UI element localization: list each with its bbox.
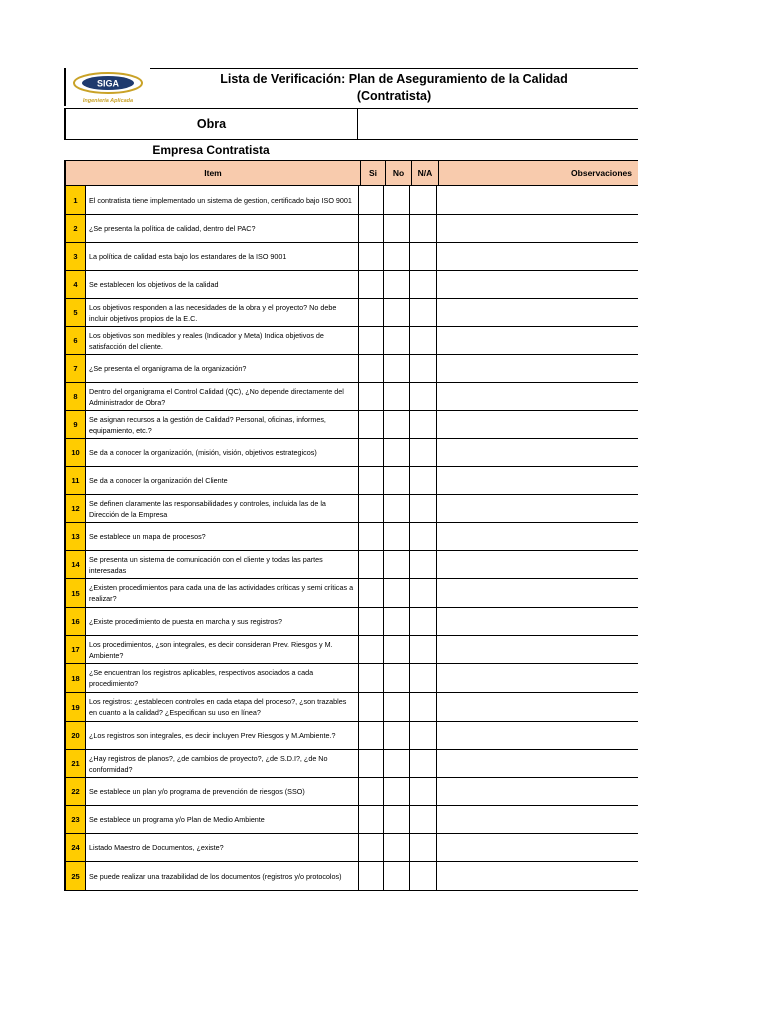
no-cell[interactable] xyxy=(383,636,409,663)
siga-logo-icon xyxy=(66,68,150,106)
no-cell[interactable] xyxy=(383,551,409,578)
item-text-label: ¿Se presenta la política de calidad, dentro del PAC? xyxy=(89,224,256,233)
no-cell[interactable] xyxy=(383,355,409,382)
item-number: 12 xyxy=(64,495,85,522)
na-cell[interactable] xyxy=(409,299,436,326)
si-cell[interactable] xyxy=(358,243,383,270)
table-row xyxy=(64,467,638,495)
observaciones-cell[interactable] xyxy=(436,579,638,607)
item-text-label: Se asignan recursos a la gestión de Calidad? Personal, oficinas, informes, equipamiento, etc.? xyxy=(89,414,326,435)
table-row xyxy=(64,834,638,862)
header-no: No xyxy=(385,161,411,185)
item-number: 20 xyxy=(64,722,85,749)
item-number: 19 xyxy=(64,693,85,721)
observaciones-cell[interactable] xyxy=(436,186,638,214)
item-number: 3 xyxy=(64,243,85,270)
observaciones-cell[interactable] xyxy=(436,215,638,242)
item-text xyxy=(85,495,358,522)
item-text-label: Se establecen los objetivos de la calidad xyxy=(89,280,219,289)
item-text-label: ¿Existen procedimientos para cada una de las actividades críticas y semi críticas a realizar? xyxy=(89,583,354,603)
no-cell[interactable] xyxy=(383,243,409,270)
observaciones-cell[interactable] xyxy=(436,439,638,466)
item-text xyxy=(85,551,358,578)
table-row xyxy=(64,693,638,722)
table-row xyxy=(64,439,638,467)
observaciones-cell[interactable] xyxy=(436,243,638,270)
na-cell[interactable] xyxy=(409,383,436,410)
logo-tagline: Ingeniería Aplicada xyxy=(82,98,134,104)
item-text-label: Se establece un programa y/o Plan de Medio Ambiente xyxy=(89,815,265,824)
item-text xyxy=(85,608,358,635)
observaciones-cell[interactable] xyxy=(436,834,638,861)
observaciones-cell[interactable] xyxy=(436,523,638,550)
item-text xyxy=(85,806,358,833)
table-row xyxy=(64,243,638,271)
table-header xyxy=(64,160,638,186)
table-row xyxy=(64,271,638,299)
item-text-label: Se establece un mapa de procesos? xyxy=(89,532,206,541)
si-cell[interactable] xyxy=(358,551,383,578)
table-row xyxy=(64,299,638,327)
item-text-label: El contratista tiene implementado un sistema de gestion, certificado bajo ISO 9001 xyxy=(89,195,352,205)
si-cell[interactable] xyxy=(358,579,383,607)
item-number: 13 xyxy=(64,523,85,550)
na-cell[interactable] xyxy=(409,750,436,777)
page-subtitle: (Contratista) xyxy=(356,89,432,103)
item-text xyxy=(85,579,358,607)
si-cell[interactable] xyxy=(358,186,383,214)
no-cell[interactable] xyxy=(383,806,409,833)
observaciones-cell[interactable] xyxy=(436,327,638,354)
observaciones-cell[interactable] xyxy=(436,693,638,721)
no-cell[interactable] xyxy=(383,834,409,861)
item-number: 6 xyxy=(64,327,85,354)
no-cell[interactable] xyxy=(383,495,409,522)
table-row xyxy=(64,355,638,383)
item-text xyxy=(85,834,358,861)
table-row xyxy=(64,806,638,834)
table-row xyxy=(64,551,638,579)
na-cell[interactable] xyxy=(409,467,436,494)
obra-field[interactable] xyxy=(358,108,638,140)
item-number: 14 xyxy=(64,551,85,578)
observaciones-cell[interactable] xyxy=(436,467,638,494)
item-text-label: Se establece un plan y/o programa de prevención de riesgos (SSO) xyxy=(89,787,305,796)
item-number: 7 xyxy=(64,355,85,382)
na-cell[interactable] xyxy=(409,411,436,438)
observaciones-cell[interactable] xyxy=(436,495,638,522)
na-cell[interactable] xyxy=(409,608,436,635)
si-cell[interactable] xyxy=(358,806,383,833)
na-cell[interactable] xyxy=(409,778,436,805)
table-row xyxy=(64,383,638,411)
table-row xyxy=(64,722,638,750)
si-cell[interactable] xyxy=(358,327,383,354)
item-text xyxy=(85,243,358,270)
item-text xyxy=(85,750,358,777)
table-row xyxy=(64,608,638,636)
item-text xyxy=(85,186,358,214)
item-text xyxy=(85,467,358,494)
item-text xyxy=(85,215,358,242)
na-cell[interactable] xyxy=(409,806,436,833)
no-cell[interactable] xyxy=(383,411,409,438)
obra-row xyxy=(64,108,638,140)
item-number: 8 xyxy=(64,383,85,410)
table-row xyxy=(64,411,638,439)
item-text-label: Se puede realizar una trazabilidad de los documentos (registros y/o protocolos) xyxy=(89,871,342,881)
table-row xyxy=(64,215,638,243)
observaciones-cell[interactable] xyxy=(436,778,638,805)
observaciones-cell[interactable] xyxy=(436,383,638,410)
item-number: 9 xyxy=(64,411,85,438)
item-number: 11 xyxy=(64,467,85,494)
si-cell[interactable] xyxy=(358,722,383,749)
item-text-label: Se da a conocer la organización del Cliente xyxy=(89,476,228,485)
item-text xyxy=(85,271,358,298)
item-text-label: Se definen claramente las responsabilidades y controles, incluida las de la Dirección de la Empresa xyxy=(89,498,326,519)
si-cell[interactable] xyxy=(358,523,383,550)
observaciones-cell[interactable] xyxy=(436,862,638,890)
si-cell[interactable] xyxy=(358,467,383,494)
item-text-label: ¿Se presenta el organigrama de la organización? xyxy=(89,364,247,373)
item-text xyxy=(85,778,358,805)
item-text-label: ¿Se encuentran los registros aplicables, respectivos asociados a cada procedimiento? xyxy=(89,668,314,688)
no-cell[interactable] xyxy=(383,750,409,777)
no-cell[interactable] xyxy=(383,862,409,890)
si-cell[interactable] xyxy=(358,778,383,805)
si-cell[interactable] xyxy=(358,664,383,692)
na-cell[interactable] xyxy=(409,186,436,214)
si-cell[interactable] xyxy=(358,355,383,382)
si-cell[interactable] xyxy=(358,383,383,410)
observaciones-cell[interactable] xyxy=(436,299,638,326)
observaciones-cell[interactable] xyxy=(436,271,638,298)
item-text xyxy=(85,355,358,382)
logo-brand: SIGA xyxy=(96,78,120,89)
na-cell[interactable] xyxy=(409,722,436,749)
item-number: 4 xyxy=(64,271,85,298)
item-text-label: Se da a conocer la organización, (misión, visión, objetivos estrategicos) xyxy=(89,448,317,457)
na-cell[interactable] xyxy=(409,327,436,354)
item-text-label: Los registros: ¿establecen controles en cada etapa del proceso?, ¿son trazables en cuanto a la calidad? ¿Especifican su uso en línea? xyxy=(89,697,347,717)
na-cell[interactable] xyxy=(409,693,436,721)
item-text xyxy=(85,636,358,663)
item-number: 2 xyxy=(64,215,85,242)
item-text xyxy=(85,439,358,466)
item-text xyxy=(85,523,358,550)
no-cell[interactable] xyxy=(383,693,409,721)
no-cell[interactable] xyxy=(383,467,409,494)
title-top-border xyxy=(150,68,638,69)
si-cell[interactable] xyxy=(358,636,383,663)
si-cell[interactable] xyxy=(358,495,383,522)
si-cell[interactable] xyxy=(358,608,383,635)
item-number: 17 xyxy=(64,636,85,663)
no-cell[interactable] xyxy=(383,608,409,635)
table-row xyxy=(64,523,638,551)
table-row xyxy=(64,327,638,355)
item-text xyxy=(85,411,358,438)
table-row xyxy=(64,750,638,778)
na-cell[interactable] xyxy=(409,243,436,270)
item-text xyxy=(85,693,358,721)
si-cell[interactable] xyxy=(358,693,383,721)
item-text-label: ¿Existe procedimiento de puesta en marcha y sus registros? xyxy=(89,617,282,626)
table-row xyxy=(64,579,638,608)
item-number: 18 xyxy=(64,664,85,692)
item-text-label: Se presenta un sistema de comunicación con el cliente y todas las partes interesadas xyxy=(89,554,323,575)
item-text-label: ¿Hay registros de planos?, ¿de cambios de proyecto?, ¿de S.D.I?, ¿de No conformidad? xyxy=(89,753,328,774)
item-text-label: Listado Maestro de Documentos, ¿existe? xyxy=(89,843,224,852)
item-text-label: Los objetivos responden a las necesidades de la obra y el proyecto? No debe incluir objetivos propios de la E.C. xyxy=(89,302,337,323)
na-cell[interactable] xyxy=(409,579,436,607)
item-text xyxy=(85,722,358,749)
na-cell[interactable] xyxy=(409,664,436,692)
empresa-label: Empresa Contratista xyxy=(152,143,270,157)
no-cell[interactable] xyxy=(383,664,409,692)
na-cell[interactable] xyxy=(409,551,436,578)
header-observaciones: Observaciones xyxy=(438,161,640,185)
observaciones-cell[interactable] xyxy=(436,722,638,749)
no-cell[interactable] xyxy=(383,186,409,214)
item-text-label: La política de calidad esta bajo los estandares de la ISO 9001 xyxy=(89,252,287,261)
item-text xyxy=(85,383,358,410)
company-logo xyxy=(64,68,152,106)
si-cell[interactable] xyxy=(358,750,383,777)
item-text xyxy=(85,664,358,692)
si-cell[interactable] xyxy=(358,215,383,242)
no-cell[interactable] xyxy=(383,778,409,805)
si-cell[interactable] xyxy=(358,411,383,438)
table-row xyxy=(64,636,638,664)
item-text xyxy=(85,862,358,890)
table-row xyxy=(64,862,638,891)
header-item: Item xyxy=(204,168,222,178)
na-cell[interactable] xyxy=(409,215,436,242)
no-cell[interactable] xyxy=(383,579,409,607)
si-cell[interactable] xyxy=(358,271,383,298)
table-row xyxy=(64,186,638,215)
item-text-label: ¿Los registros son integrales, es decir incluyen Prev Riesgos y M.Ambiente.? xyxy=(89,731,336,740)
observaciones-cell[interactable] xyxy=(436,608,638,635)
header-na: N/A xyxy=(411,161,438,185)
header-si: Si xyxy=(360,161,385,185)
item-number: 25 xyxy=(64,862,85,890)
table-row xyxy=(64,778,638,806)
no-cell[interactable] xyxy=(383,271,409,298)
item-number: 21 xyxy=(64,750,85,777)
item-number: 16 xyxy=(64,608,85,635)
si-cell[interactable] xyxy=(358,862,383,890)
observaciones-cell[interactable] xyxy=(436,750,638,777)
na-cell[interactable] xyxy=(409,834,436,861)
item-text-label: Dentro del organigrama el Control Calidad (QC), ¿No depende directamente del Administrador de Obra? xyxy=(89,386,344,407)
item-text-label: Los procedimientos, ¿son integrales, es decir consideran Prev. Riesgos y M. Ambiente? xyxy=(89,639,333,660)
na-cell[interactable] xyxy=(409,355,436,382)
observaciones-cell[interactable] xyxy=(436,551,638,578)
item-number: 23 xyxy=(64,806,85,833)
item-number: 22 xyxy=(64,778,85,805)
si-cell[interactable] xyxy=(358,299,383,326)
table-row xyxy=(64,664,638,693)
no-cell[interactable] xyxy=(383,523,409,550)
na-cell[interactable] xyxy=(409,271,436,298)
observaciones-cell[interactable] xyxy=(436,636,638,663)
obra-label: Obra xyxy=(64,108,358,140)
na-cell[interactable] xyxy=(409,439,436,466)
na-cell[interactable] xyxy=(409,495,436,522)
observaciones-cell[interactable] xyxy=(436,806,638,833)
observaciones-cell[interactable] xyxy=(436,355,638,382)
page-title: Lista de Verificación: Plan de Aseguramiento de la Calidad xyxy=(220,72,568,86)
na-cell[interactable] xyxy=(409,523,436,550)
no-cell[interactable] xyxy=(383,383,409,410)
no-cell[interactable] xyxy=(383,215,409,242)
si-cell[interactable] xyxy=(358,439,383,466)
item-text-label: Los objetivos son medibles y reales (Indicador y Meta) Indica objetivos de satisfacción del cliente. xyxy=(89,330,324,351)
item-number: 10 xyxy=(64,439,85,466)
item-text xyxy=(85,299,358,326)
item-number: 24 xyxy=(64,834,85,861)
no-cell[interactable] xyxy=(383,722,409,749)
item-text xyxy=(85,327,358,354)
observaciones-cell[interactable] xyxy=(436,664,638,692)
no-cell[interactable] xyxy=(383,439,409,466)
table-row xyxy=(64,495,638,523)
item-number: 5 xyxy=(64,299,85,326)
item-number: 1 xyxy=(64,186,85,214)
na-cell[interactable] xyxy=(409,636,436,663)
si-cell[interactable] xyxy=(358,834,383,861)
observaciones-cell[interactable] xyxy=(436,411,638,438)
item-number: 15 xyxy=(64,579,85,607)
no-cell[interactable] xyxy=(383,299,409,326)
na-cell[interactable] xyxy=(409,862,436,890)
no-cell[interactable] xyxy=(383,327,409,354)
